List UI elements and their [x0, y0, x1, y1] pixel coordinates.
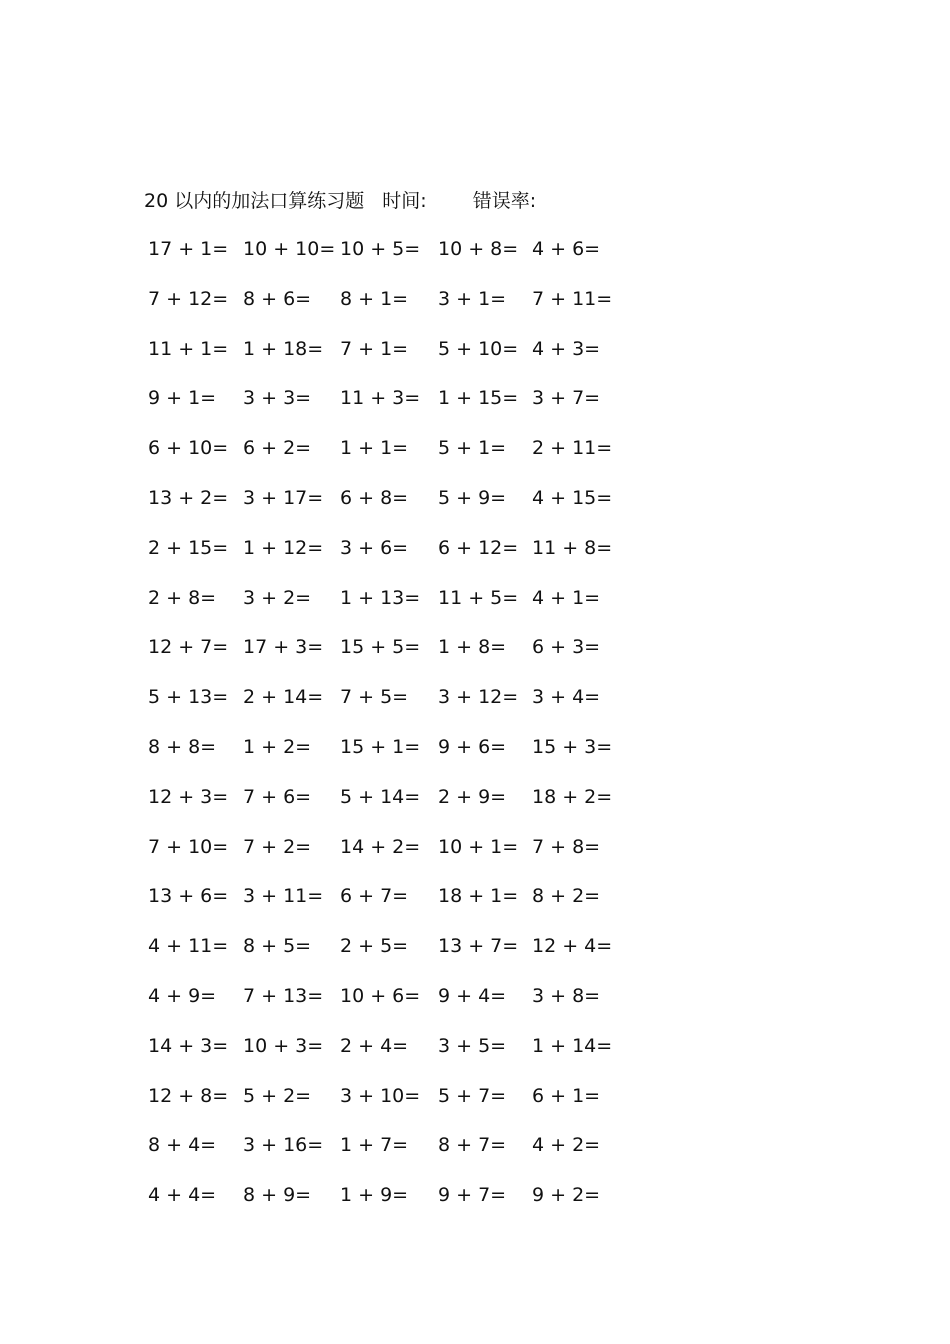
problem-item: 10 + 8=	[438, 238, 519, 260]
problem-item: 2 + 15=	[148, 536, 229, 559]
problem-item: 10 + 1=	[438, 835, 519, 858]
problem-item: 1 + 12=	[243, 536, 324, 559]
problem-item: 6 + 7=	[340, 885, 409, 908]
problem-item: 3 + 16=	[243, 1134, 324, 1157]
problem-item: 1 + 9=	[340, 1184, 409, 1207]
problem-item: 11 + 5=	[438, 586, 519, 609]
problem-item: 4 + 2=	[532, 1134, 601, 1157]
problem-item: 4 + 9=	[148, 984, 217, 1007]
problem-item: 8 + 6=	[243, 287, 312, 310]
problem-item: 17 + 3=	[243, 636, 324, 659]
problem-item: 1 + 18=	[243, 337, 324, 360]
problem-item: 4 + 11=	[148, 935, 229, 958]
problem-item: 4 + 3=	[532, 337, 601, 360]
problem-item: 1 + 1=	[340, 437, 409, 460]
problem-item: 5 + 1=	[438, 437, 507, 460]
problem-item: 2 + 8=	[148, 586, 217, 609]
problem-item: 10 + 3=	[243, 1034, 324, 1057]
problem-item: 5 + 2=	[243, 1084, 312, 1107]
problem-item: 2 + 4=	[340, 1034, 409, 1057]
problem-item: 17 + 1=	[148, 238, 229, 260]
problem-item: 9 + 4=	[438, 984, 507, 1007]
problem-item: 7 + 8=	[532, 835, 601, 858]
worksheet-title: 20 以内的加法口算练习题	[144, 190, 365, 212]
problem-item: 4 + 4=	[148, 1184, 217, 1207]
problem-item: 3 + 2=	[243, 586, 312, 609]
problem-item: 1 + 13=	[340, 586, 421, 609]
problem-item: 6 + 3=	[532, 636, 601, 659]
problem-item: 3 + 17=	[243, 486, 324, 509]
problem-item: 2 + 5=	[340, 935, 409, 958]
problem-item: 7 + 2=	[243, 835, 312, 858]
problem-item: 4 + 1=	[532, 586, 601, 609]
problem-item: 7 + 11=	[532, 287, 613, 310]
problem-item: 1 + 7=	[340, 1134, 409, 1157]
problem-item: 8 + 7=	[438, 1134, 507, 1157]
problem-item: 6 + 2=	[243, 437, 312, 460]
problem-item: 12 + 4=	[532, 935, 613, 958]
problem-item: 3 + 11=	[243, 885, 324, 908]
problem-item: 6 + 12=	[438, 536, 519, 559]
problem-item: 10 + 10=	[243, 238, 336, 260]
problem-item: 7 + 13=	[243, 984, 324, 1007]
problem-item: 6 + 8=	[340, 486, 409, 509]
problem-item: 12 + 3=	[148, 785, 229, 808]
worksheet-header	[144, 186, 536, 216]
problem-item: 2 + 9=	[438, 785, 507, 808]
problem-item: 9 + 6=	[438, 735, 507, 758]
problem-item: 5 + 9=	[438, 486, 507, 509]
problem-item: 5 + 13=	[148, 686, 229, 709]
problem-item: 3 + 8=	[532, 984, 601, 1007]
problem-item: 3 + 12=	[438, 686, 519, 709]
problem-item: 10 + 6=	[340, 984, 421, 1007]
problem-item: 13 + 7=	[438, 935, 519, 958]
problem-item: 5 + 7=	[438, 1084, 507, 1107]
problem-item: 5 + 14=	[340, 785, 421, 808]
problem-item: 7 + 6=	[243, 785, 312, 808]
problem-item: 4 + 6=	[532, 238, 601, 260]
problem-item: 8 + 2=	[532, 885, 601, 908]
problem-item: 8 + 1=	[340, 287, 409, 310]
problem-item: 8 + 5=	[243, 935, 312, 958]
problem-item: 15 + 3=	[532, 735, 613, 758]
problem-item: 2 + 11=	[532, 437, 613, 460]
time-label: 时间:	[382, 190, 427, 212]
problem-item: 11 + 1=	[148, 337, 229, 360]
problem-item: 14 + 3=	[148, 1034, 229, 1057]
problem-item: 8 + 4=	[148, 1134, 217, 1157]
problem-item: 11 + 8=	[532, 536, 613, 559]
problem-item: 7 + 10=	[148, 835, 229, 858]
problem-item: 1 + 2=	[243, 735, 312, 758]
problem-item: 9 + 1=	[148, 387, 217, 410]
problem-item: 12 + 8=	[148, 1084, 229, 1107]
problem-item: 7 + 5=	[340, 686, 409, 709]
problem-item: 12 + 7=	[148, 636, 229, 659]
problem-item: 5 + 10=	[438, 337, 519, 360]
problem-item: 3 + 3=	[243, 387, 312, 410]
problem-item: 8 + 8=	[148, 735, 217, 758]
problem-item: 13 + 6=	[148, 885, 229, 908]
problem-item: 6 + 1=	[532, 1084, 601, 1107]
problem-item: 9 + 7=	[438, 1184, 507, 1207]
problem-item: 3 + 5=	[438, 1034, 507, 1057]
problem-item: 3 + 4=	[532, 686, 601, 709]
problem-item: 7 + 1=	[340, 337, 409, 360]
problem-item: 3 + 10=	[340, 1084, 421, 1107]
problem-item: 13 + 2=	[148, 486, 229, 509]
problem-item: 8 + 9=	[243, 1184, 312, 1207]
problem-item: 15 + 1=	[340, 735, 421, 758]
problem-item: 1 + 15=	[438, 387, 519, 410]
problem-item: 10 + 5=	[340, 238, 421, 260]
problem-item: 18 + 2=	[532, 785, 613, 808]
problem-item: 3 + 1=	[438, 287, 507, 310]
problem-item: 3 + 6=	[340, 536, 409, 559]
problem-item: 7 + 12=	[148, 287, 229, 310]
problem-item: 9 + 2=	[532, 1184, 601, 1207]
problem-item: 4 + 15=	[532, 486, 613, 509]
problem-item: 1 + 14=	[532, 1034, 613, 1057]
problem-item: 11 + 3=	[340, 387, 421, 410]
error-rate-label: 错误率:	[472, 190, 537, 212]
problem-item: 6 + 10=	[148, 437, 229, 460]
problem-item: 3 + 7=	[532, 387, 601, 410]
problem-item: 14 + 2=	[340, 835, 421, 858]
problem-item: 2 + 14=	[243, 686, 324, 709]
problem-item: 1 + 8=	[438, 636, 507, 659]
problem-item: 18 + 1=	[438, 885, 519, 908]
problem-item: 15 + 5=	[340, 636, 421, 659]
